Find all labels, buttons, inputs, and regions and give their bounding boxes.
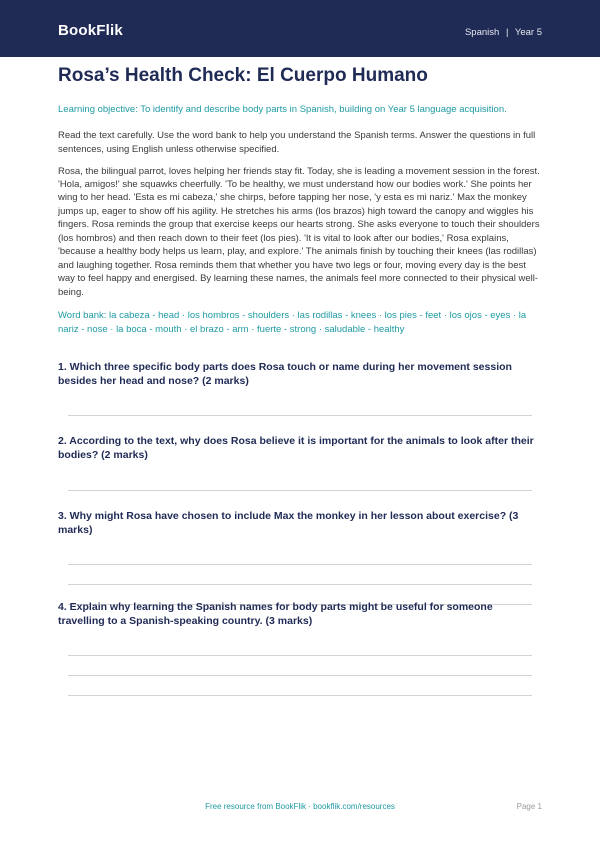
page-title: Rosa’s Health Check: El Cuerpo Humano (58, 65, 428, 86)
brand-logo: BookFlik (58, 22, 123, 39)
answer-line[interactable] (68, 490, 532, 491)
page-header (0, 0, 600, 57)
answer-line[interactable] (68, 415, 532, 416)
question-3-text: 3. Why might Rosa have chosen to include Max the monkey in her lesson about exercise? (3 marks) (58, 509, 519, 536)
question-2-text: 2. According to the text, why does Rosa believe it is important for the animals to look after their bodies? (2 marks) (58, 435, 534, 462)
word-bank: Word bank: la cabeza - head · los hombros - shoulders · las rodillas - knees · los pies - feet · los ojos - eyes · la nariz - nose · la boca - mouth · el brazo - arm · fuerte - strong · saludable - healthy (58, 310, 527, 336)
question-3 (58, 509, 542, 605)
worksheet-body (58, 64, 542, 696)
subject-label: Spanish (464, 27, 500, 38)
question-1-text: 1. Which three specific body parts does Rosa touch or name during her movement session besides her head and nose? (2 marks) (58, 360, 512, 388)
footer-link-text[interactable]: Free resource from BookFlik · bookflik.com/resources (205, 802, 395, 811)
question-4 (58, 600, 542, 696)
question-1 (58, 360, 542, 416)
story-text: Rosa, the bilingual parrot, loves helping her friends stay fit. Today, she is leading a movement session in the forest. 'Hola, amigos!' she squawks cheerfully. 'To be healthy, we must understand how our bodies work.' She points her wing to her head. 'Esta es mi cabeza,' she chirps, before tapping her nose, 'y esta es mi nariz.' Max the monkey jumps up, eager to show off his agility. He stretches his arms (los brazos) high toward the canopy and wiggles his fingers. Rosa reminds the group that exercise keeps our hearts strong. She asks everyone to touch their shoulders (los hombros) and then reach down to their feet (los pies). 'It is vital to look after our bodies,' Rosa explains, 'because a healthy body helps us learn, play, and explore.' The animals finish by touching their knees (las rodillas) and laughing together. Rosa reminds them that whether you have two legs or four, moving every day is the best way to feel happy and energised. By learning these names, the animals feel more connected to their physical well-being. (58, 165, 540, 298)
question-4-text: 4. Explain why learning the Spanish names for body parts might be useful for someone travelling to a Spanish-speaking country. (3 marks) (58, 600, 493, 628)
instructions-text: Read the text carefully. Use the word bank to help you understand the Spanish terms. Answer the questions in full sentences, using English unless otherwise specified. (58, 129, 536, 155)
answer-line[interactable] (68, 695, 532, 696)
question-2 (58, 434, 542, 490)
subject-year-label (465, 27, 542, 38)
page-number: Page 1 (516, 802, 542, 811)
page-footer (0, 802, 600, 814)
meta-separator: | (505, 27, 509, 38)
year-label: Year 5 (514, 27, 542, 38)
learning-objective: Learning objective: To identify and describe body parts in Spanish, building on Year 5 language acquisition. (58, 103, 507, 115)
